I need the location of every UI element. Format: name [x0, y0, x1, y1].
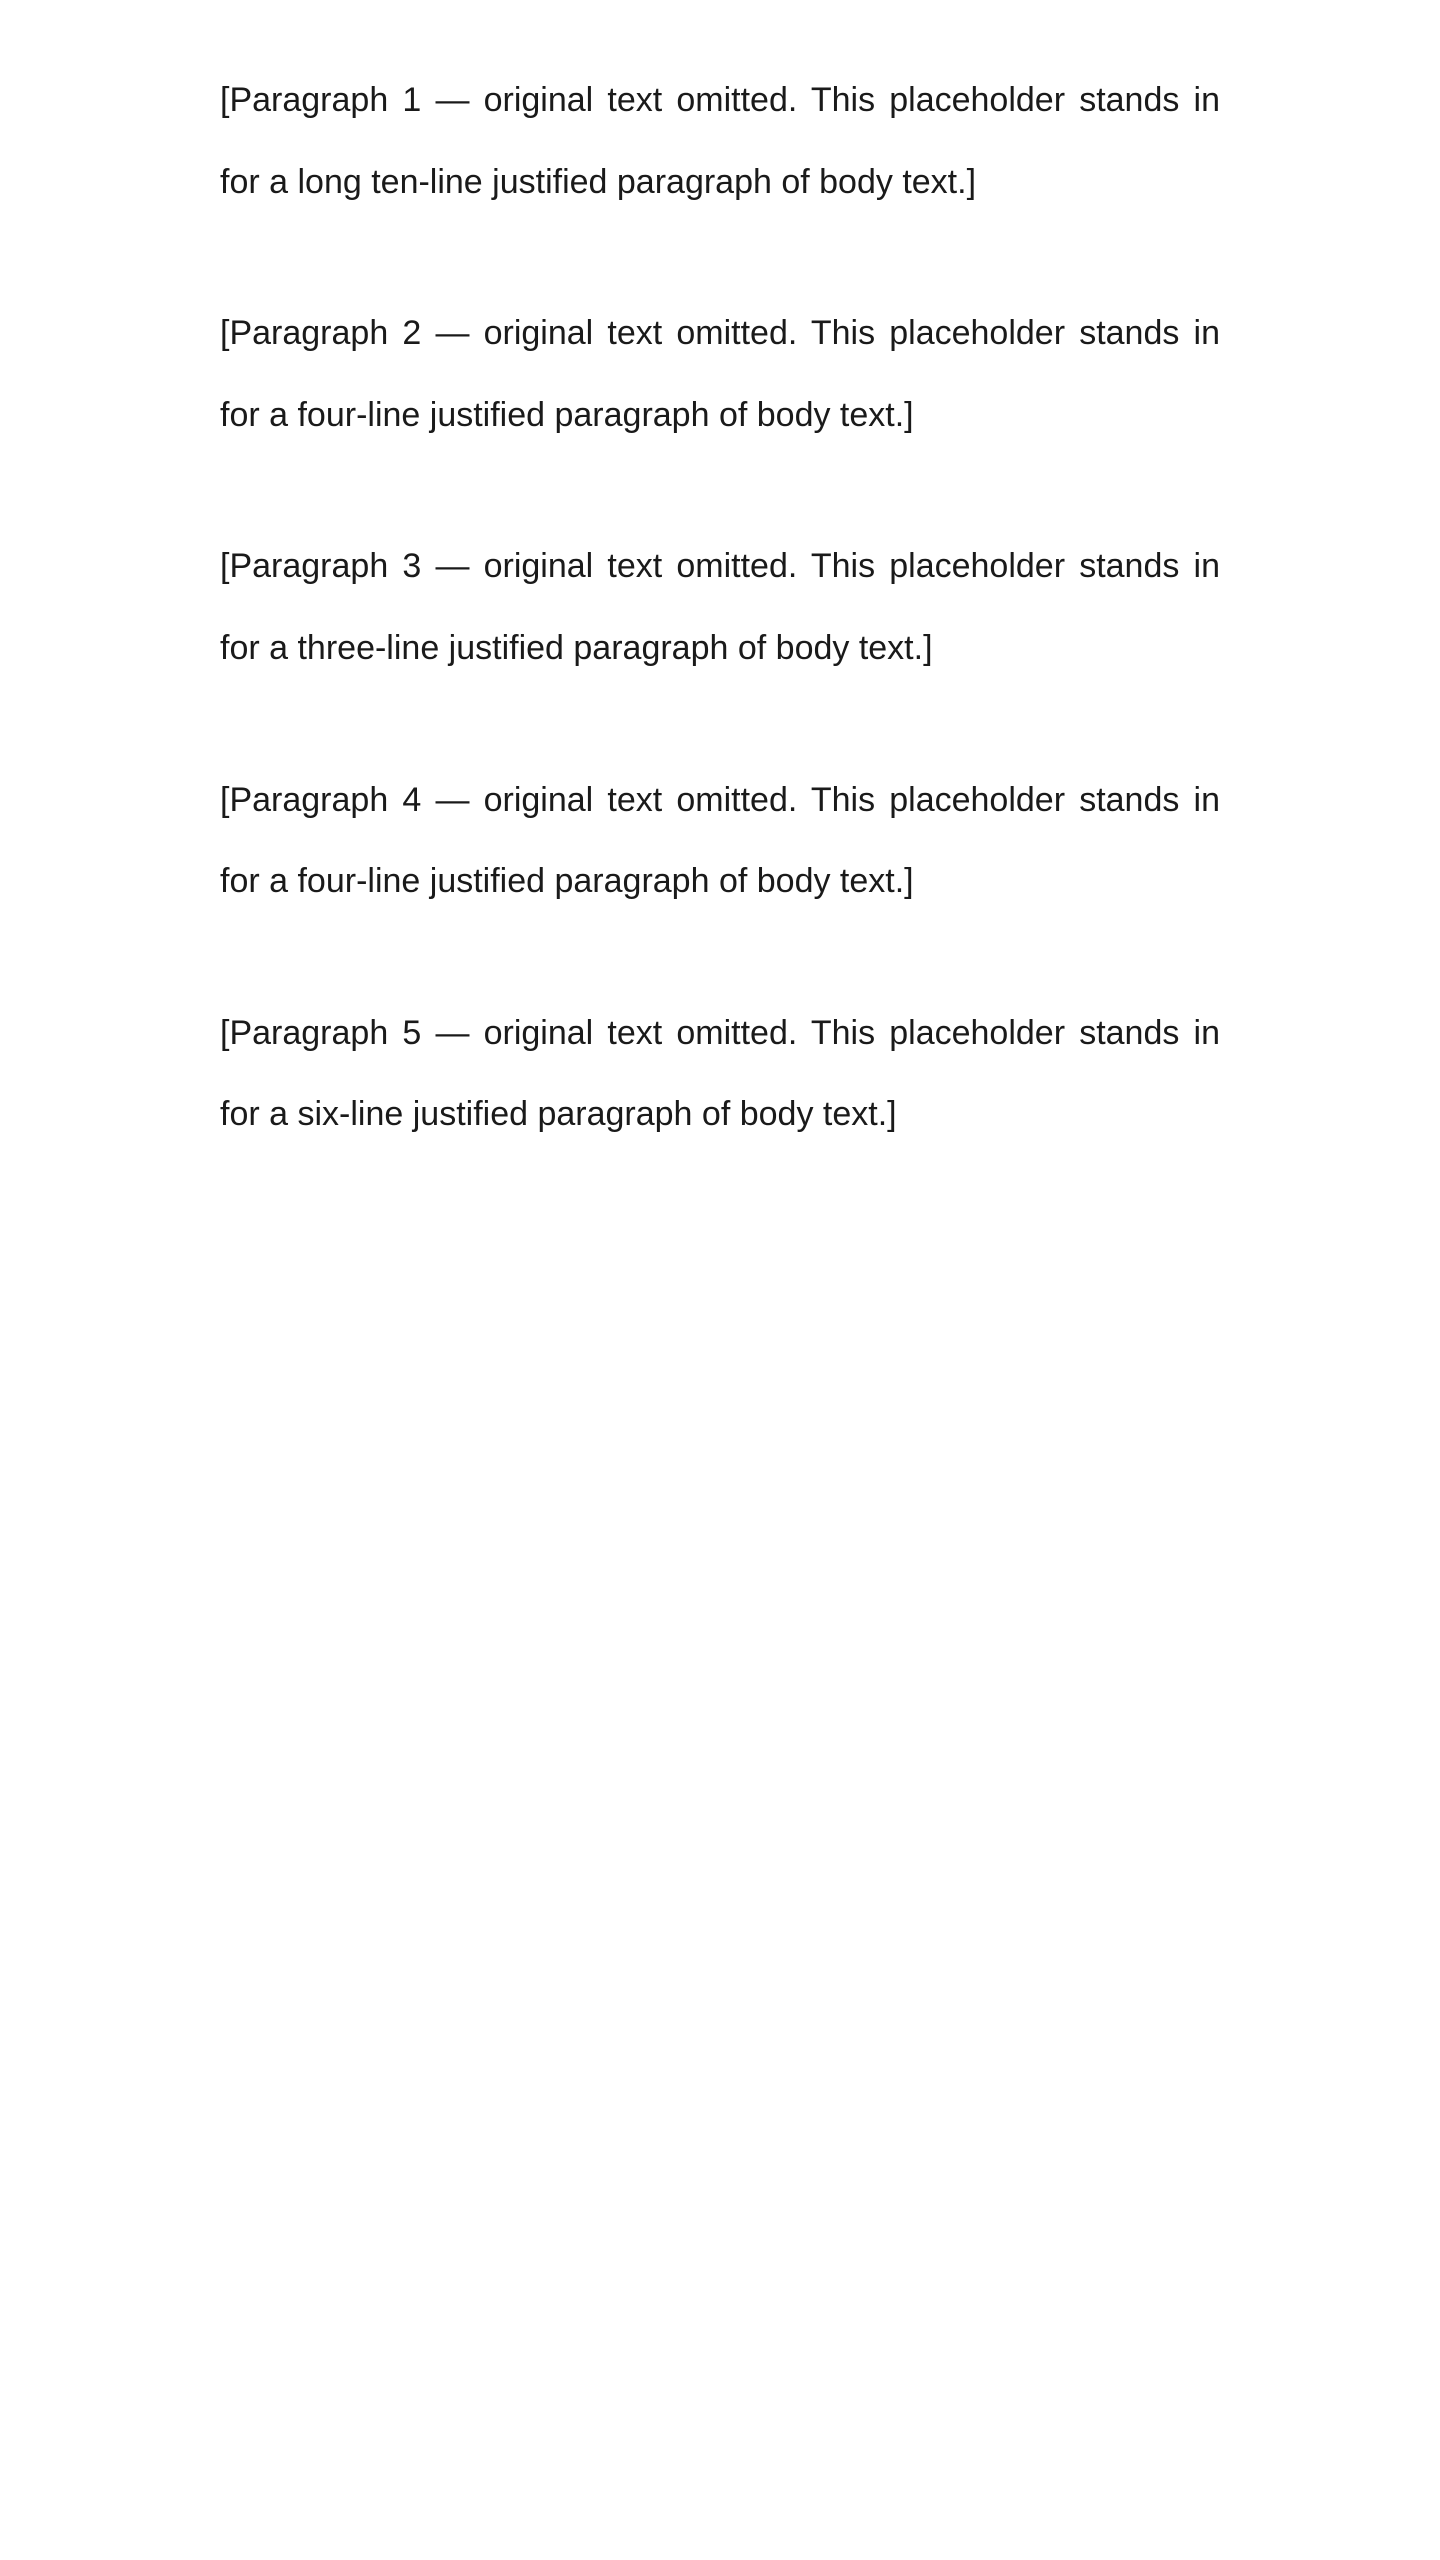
- paragraph: [Paragraph 1 — original text omitted. This placeholder stands in for a long ten-line justified paragraph of body text.]: [220, 81, 1220, 201]
- document-body: [220, 60, 1220, 1156]
- paragraph: [Paragraph 3 — original text omitted. This placeholder stands in for a three-line justified paragraph of body text.]: [220, 547, 1220, 667]
- paragraph: [Paragraph 4 — original text omitted. This placeholder stands in for a four-line justified paragraph of body text.]: [220, 780, 1220, 901]
- paragraph: [Paragraph 5 — original text omitted. This placeholder stands in for a six-line justified paragraph of body text.]: [220, 1013, 1220, 1134]
- paragraph: [Paragraph 2 — original text omitted. This placeholder stands in for a four-line justified paragraph of body text.]: [220, 314, 1220, 434]
